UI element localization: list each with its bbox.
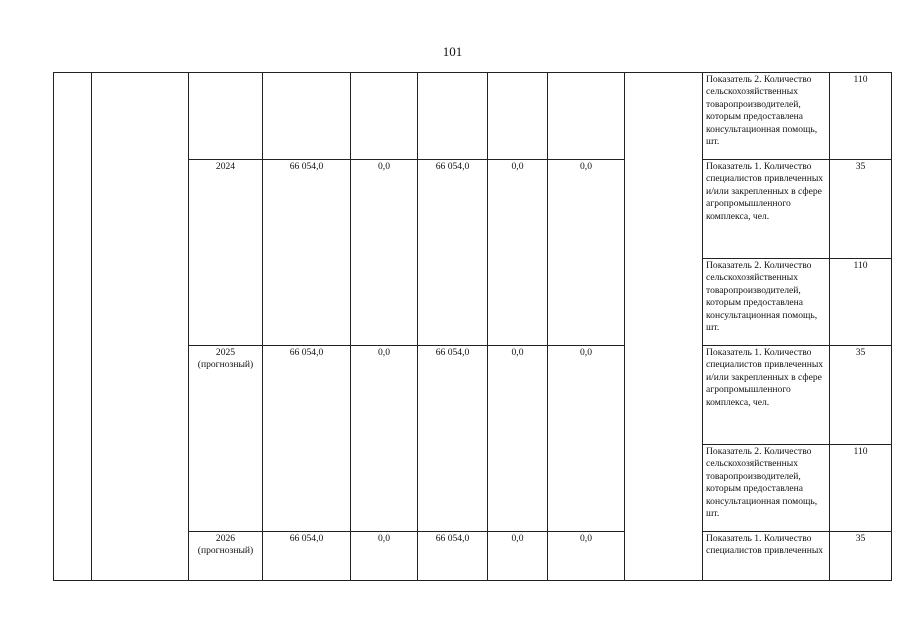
indicator-cell: Показатель 2. Количество сельскохозяйственных товаропроизводителей, которым предоставлена консультационная помощь, шт. xyxy=(703,445,830,532)
federal-budget-cell: 0,0 xyxy=(351,532,418,581)
extra-budget-cell xyxy=(548,73,625,160)
page-number: 101 xyxy=(442,44,463,59)
year-value: 2025 xyxy=(215,347,236,358)
extra-budget-cell: 0,0 xyxy=(548,532,625,581)
federal-budget-cell xyxy=(351,73,418,160)
federal-budget-cell: 0,0 xyxy=(351,346,418,532)
extra-budget-cell: 0,0 xyxy=(548,346,625,532)
total-cell: 66 054,0 xyxy=(263,160,351,346)
municipal-budget-cell xyxy=(488,73,548,160)
municipal-budget-cell: 0,0 xyxy=(488,532,548,581)
regional-budget-cell xyxy=(418,73,488,160)
indicator-cell: Показатель 2. Количество сельскохозяйственных товаропроизводителей, которым предоставлена консультационная помощь, шт. xyxy=(703,259,830,346)
year-cell xyxy=(189,532,263,581)
regional-budget-cell: 66 054,0 xyxy=(418,160,488,346)
indicator-cell: Показатель 1. Количество специалистов привлеченных и/или закрепленных в сфере агропромышленного комплекса, чел. xyxy=(703,346,830,445)
indicator-cell xyxy=(703,532,830,581)
indicator-value-cell: 35 xyxy=(830,160,892,259)
year-note: (прогнозный) xyxy=(197,545,254,557)
year-cell: 2024 xyxy=(189,160,263,346)
federal-budget-cell: 0,0 xyxy=(351,160,418,346)
empty-cell-name xyxy=(92,73,189,581)
indicator-value-cell: 35 xyxy=(830,532,892,581)
regional-budget-cell: 66 054,0 xyxy=(418,346,488,532)
indicator-cell: Показатель 1. Количество специалистов привлеченных и/или закрепленных в сфере агропромышленного комплекса, чел. xyxy=(703,160,830,259)
table-row xyxy=(54,73,892,160)
empty-cell-number xyxy=(54,73,92,581)
extra-budget-cell: 0,0 xyxy=(548,160,625,346)
indicator-value-cell: 110 xyxy=(830,259,892,346)
year-note: (прогнозный) xyxy=(197,359,254,371)
indicator-text: Показатель 1. Количество специалистов привлеченных xyxy=(706,533,824,557)
indicator-value-cell: 35 xyxy=(830,346,892,445)
empty-cell-executor xyxy=(625,73,703,581)
program-table xyxy=(53,72,892,581)
indicator-cell: Показатель 2. Количество сельскохозяйственных товаропроизводителей, которым предоставлена консультационная помощь, шт. xyxy=(703,73,830,160)
total-cell xyxy=(263,73,351,160)
indicator-value-cell: 110 xyxy=(830,73,892,160)
year-value: 2026 xyxy=(215,533,236,544)
municipal-budget-cell: 0,0 xyxy=(488,346,548,532)
total-cell: 66 054,0 xyxy=(263,532,351,581)
regional-budget-cell: 66 054,0 xyxy=(418,532,488,581)
total-cell: 66 054,0 xyxy=(263,346,351,532)
municipal-budget-cell: 0,0 xyxy=(488,160,548,346)
year-cell xyxy=(189,73,263,160)
year-cell xyxy=(189,346,263,532)
indicator-value-cell: 110 xyxy=(830,445,892,532)
